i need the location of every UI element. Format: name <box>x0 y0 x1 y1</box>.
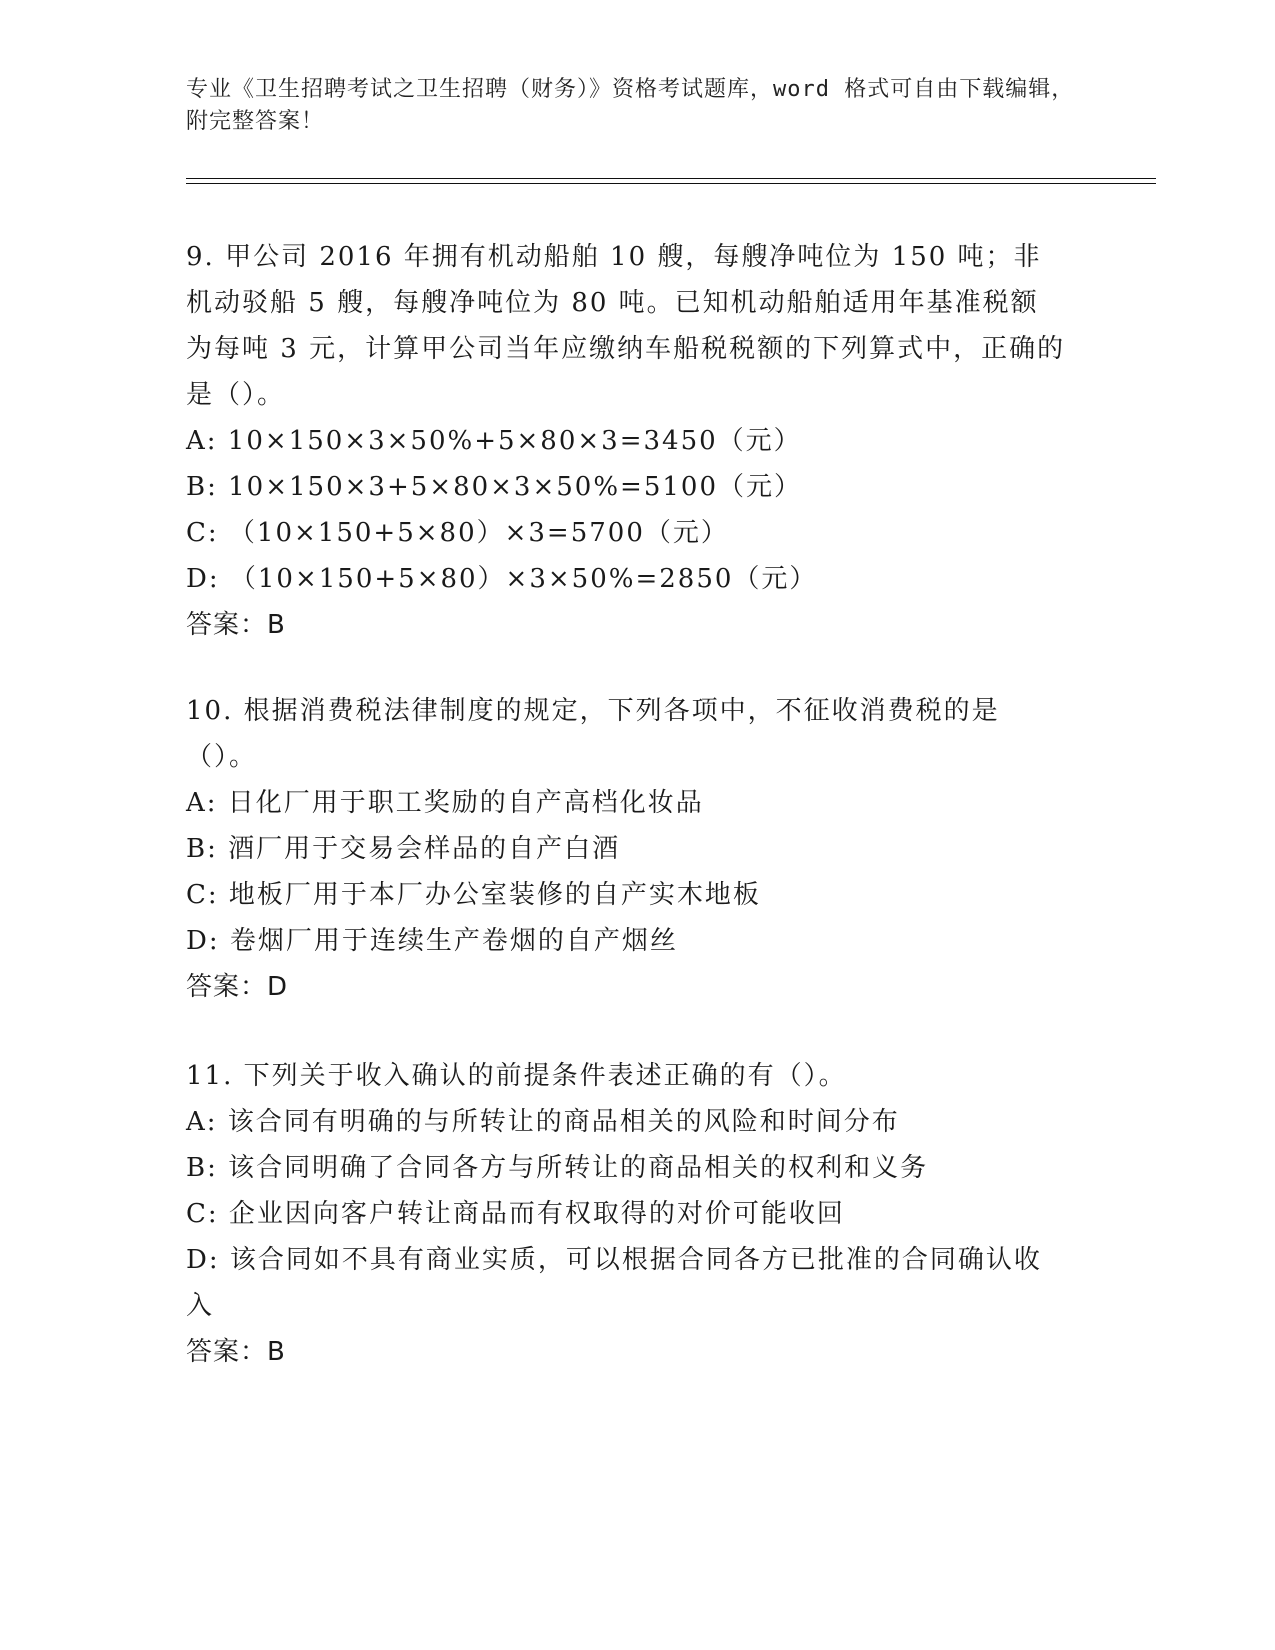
question-stem: 10. 根据消费税法律制度的规定，下列各项中，不征收消费税的是（）。 <box>186 696 1000 772</box>
question-11 <box>186 1053 1066 1375</box>
option-d: D: 卷烟厂用于连续生产卷烟的自产烟丝 <box>186 926 678 956</box>
option-b: B: 10×150×3+5×80×3×50%=5100（元） <box>186 472 803 502</box>
option-d: D: （10×150+5×80）×3×50%=2850（元） <box>186 564 818 594</box>
question-stem: 11. 下列关于收入确认的前提条件表述正确的有（）。 <box>186 1061 847 1091</box>
option-a: A: 该合同有明确的与所转让的商品相关的风险和时间分布 <box>186 1107 900 1137</box>
question-10 <box>186 688 1066 1010</box>
option-c: C: （10×150+5×80）×3=5700（元） <box>186 518 729 548</box>
header-divider-bottom <box>186 183 1156 184</box>
option-b: B: 该合同明确了合同各方与所转让的商品相关的权利和义务 <box>186 1153 929 1183</box>
option-d: D: 该合同如不具有商业实质，可以根据合同各方已批准的合同确认收入 <box>186 1245 1042 1321</box>
question-9 <box>186 234 1066 648</box>
option-b: B: 酒厂用于交易会样品的自产白酒 <box>186 834 621 864</box>
option-a: A: 日化厂用于职工奖励的自产高档化妆品 <box>186 788 704 818</box>
question-stem: 9. 甲公司 2016 年拥有机动船舶 10 艘，每艘净吨位为 150 吨；非机动驳船 5 艘，每艘净吨位为 80 吨。已知机动船舶适用年基准税额为每吨 3 元，计算甲公司当年应缴纳车船税税额的下列算式中，正确的是（）。 <box>186 242 1066 410</box>
answer: 答案：B <box>186 610 286 640</box>
document-header: 专业《卫生招聘考试之卫生招聘（财务）》资格考试题库，word 格式可自由下载编辑，附完整答案！ <box>186 77 1075 134</box>
header-divider-top <box>186 178 1156 179</box>
option-a: A: 10×150×3×50%+5×80×3=3450（元） <box>186 426 802 456</box>
answer: 答案：B <box>186 1337 286 1367</box>
answer: 答案：D <box>186 972 289 1002</box>
option-c: C: 企业因向客户转让商品而有权取得的对价可能收回 <box>186 1199 845 1229</box>
option-c: C: 地板厂用于本厂办公室装修的自产实木地板 <box>186 880 761 910</box>
